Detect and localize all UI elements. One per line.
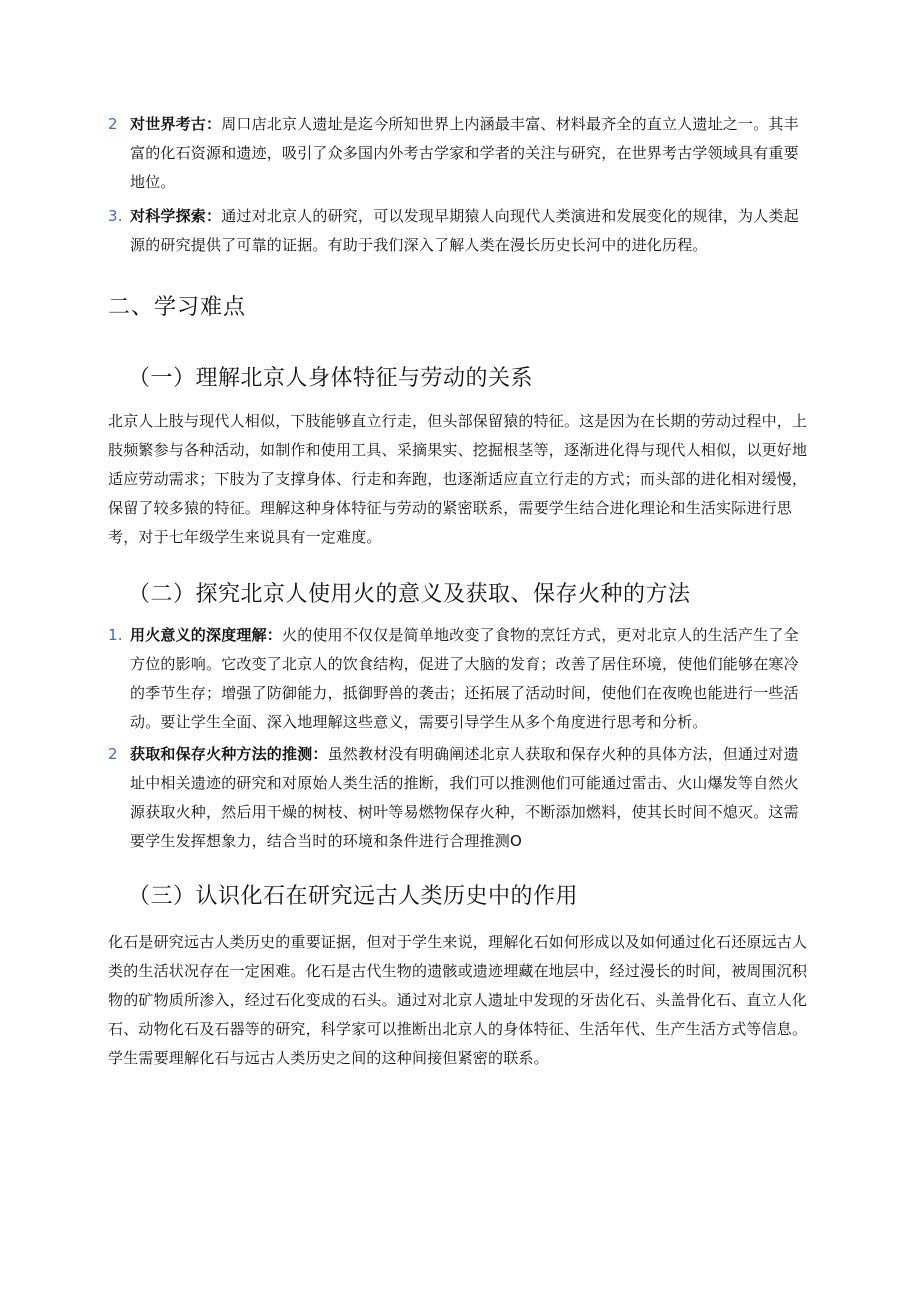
list-item-world-archaeology [108,110,808,197]
list-item-lead: 获取和保存火种方法的推测： [130,745,328,763]
list-number: 2 [108,115,118,133]
subsection-heading-1: （一）理解北京人身体特征与劳动的关系 [128,366,534,391]
paragraph-body-features: 北京人上肢与现代人相似，下肢能够直立行走，但头部保留猿的特征。这是因为在长期的劳动过程中，上肢频繁参与各种活动，如制作和使用工具、采摘果实、挖掘根茎等，逐渐进化得与现代人相似，以更好地适应劳动需求；下肢为了支撑身体、行走和奔跑，也逐渐适应直立行走的方式；而头部的进化相对缓慢，保留了较多猿的特征。理解这种身体特征与劳动的紧密联系，需要学生结合进化理论和生活实际进行思考，对于七年级学生来说具有一定难度。 [108,412,808,546]
list-item-fire-methods [108,740,808,856]
section-heading-learning-difficulties: 二、学习难点 [108,295,247,320]
list-item-science-exploration [108,202,808,260]
list-item-lead: 对世界考古： [130,115,222,133]
list-item-text: 虽然教材没有明确阐述北京人获取和保存火种的具体方法，但通过对遗址中相关遗迹的研究和对原始人类生活的推断，我们可以推测他们可能通过雷击、火山爆发等自然火源获取火种，然后用干燥的树枝、树叶等易燃物保存火种，不断添加燃料，使其长时间不熄灭。这需要学生发挥想象力，结合当时的环境和条件进行合理推测O [130,745,799,850]
list-item-text: 火的使用不仅仅是简单地改变了食物的烹饪方式，更对北京人的生活产生了全方位的影响。它改变了北京人的饮食结构，促进了大脑的发育；改善了居住环境，使他们能够在寒冷的季节生存；增强了防御能力，抵御野兽的袭击；还拓展了活动时间，使他们在夜晚也能进行一些活动。要让学生全面、深入地理解这些意义，需要引导学生从多个角度进行思考和分析。 [130,626,799,731]
list-number: 1. [108,626,123,644]
subsection-heading-3: （三）认识化石在研究远古人类历史中的作用 [128,884,579,909]
list-item-lead: 对科学探索： [130,207,222,225]
paragraph-body-fossils: 化石是研究远古人类历史的重要证据，但对于学生来说，理解化石如何形成以及如何通过化石还原远古人类的生活状况存在一定困难。化石是古代生物的遗骸或遗迹埋藏在地层中，经过漫长的时间，被周围沉积物的矿物质所渗入，经过石化变成的石头。通过对北京人遗址中发现的牙齿化石、头盖骨化石、直立人化石、动物化石及石器等的研究，科学家可以推断出北京人的身体特征、生活年代、生产生活方式等信息。学生需要理解化石与远古人类历史之间的这种间接但紧密的联系。 [108,933,808,1067]
list-item-text: 通过对北京人的研究，可以发现早期猿人向现代人类演进和发展变化的规律，为人类起源的研究提供了可靠的证据。有助于我们深入了解人类在漫长历史长河中的进化历程。 [130,207,799,254]
list-number: 3. [108,207,123,225]
list-number: 2 [108,745,118,763]
list-item-lead: 用火意义的深度理解： [130,626,283,644]
subsection-heading-2: （二）探究北京人使用火的意义及获取、保存火种的方法 [128,582,691,607]
list-item-fire-meaning [108,621,808,737]
list-item-text: 周口店北京人遗址是迄今所知世界上内涵最丰富、材料最齐全的直立人遗址之一。其丰富的化石资源和遗迹，吸引了众多国内外考古学家和学者的关注与研究，在世界考古学领域具有重要地位。 [130,115,799,191]
